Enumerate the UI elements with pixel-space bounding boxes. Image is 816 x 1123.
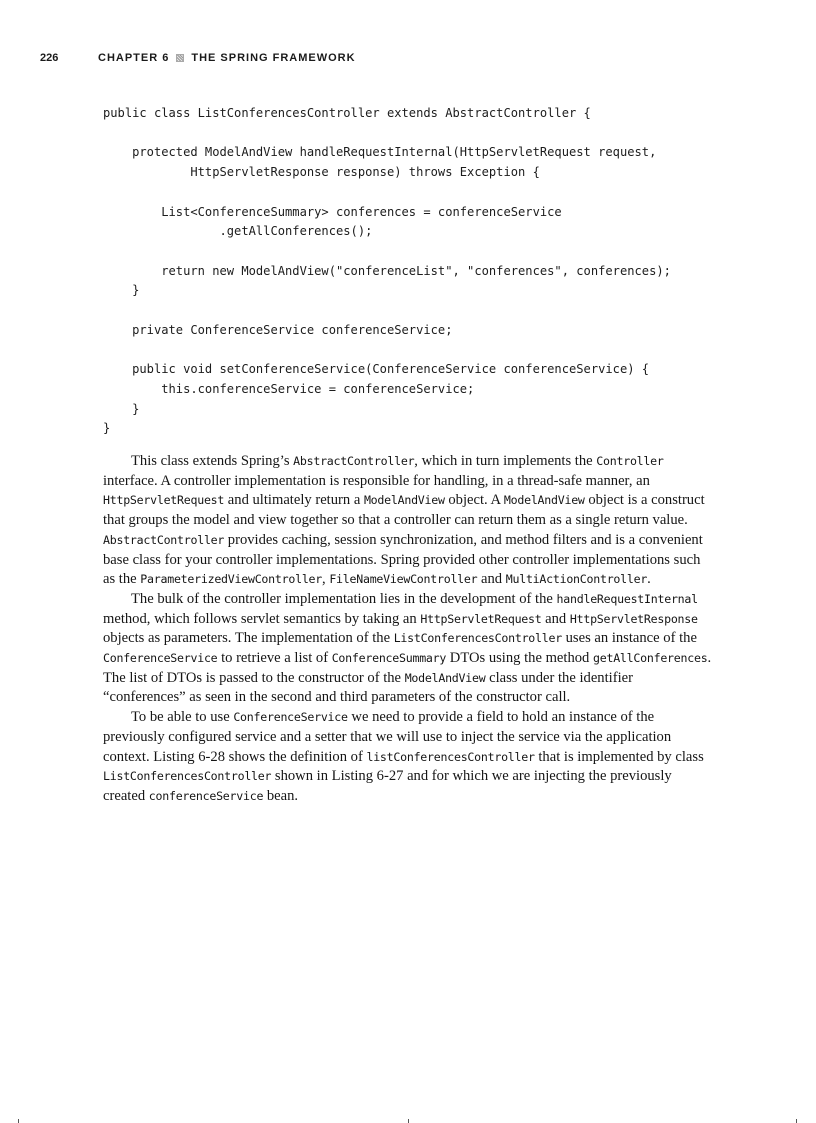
- crop-mark: [18, 1119, 19, 1123]
- text-run: . The list of DTOs is passed to the constructor of the: [103, 650, 712, 686]
- code-term: MultiActionController: [505, 572, 648, 587]
- paragraph-3: [103, 708, 715, 807]
- code-term: getAllConferences: [593, 651, 708, 666]
- crop-mark: [796, 1119, 797, 1123]
- text-run: interface. A controller implementation is responsible for handling, in a thread-safe manner, an: [103, 472, 650, 489]
- code-term: Controller: [596, 454, 664, 468]
- code-term: ModelAndView: [503, 493, 585, 508]
- text-run: provides caching, session synchronization, and method filters and is a convenient base class for your controller implementations. Spring provided other controller implementations such as the: [103, 531, 703, 588]
- text-run: we need to provide a field to hold an instance of the previously configured service and a setter that we will use to inject the service via the application context. Listing 6-28 shows the definition of: [103, 709, 672, 765]
- text-run: object. A: [444, 492, 504, 509]
- text-run: DTOs using the method: [446, 650, 594, 667]
- code-term: conferenceService: [148, 788, 264, 803]
- chapter-title: THE SPRING FRAMEWORK: [191, 52, 356, 64]
- code-term: FileNameViewController: [329, 572, 478, 587]
- code-term: ListConferencesController: [393, 631, 562, 646]
- code-term: HttpServletResponse: [569, 611, 698, 626]
- text-run: This class extends Spring’s: [131, 453, 294, 469]
- body-text: [103, 452, 715, 807]
- text-run: , which in turn implements the: [414, 453, 597, 469]
- text-run: .: [647, 571, 651, 588]
- text-run: ,: [322, 571, 330, 588]
- text-run: shown in Listing 6-27 and for which we are injecting the previously created: [103, 768, 672, 804]
- text-run: objects as parameters. The implementation of the: [103, 630, 394, 647]
- square-ornament-icon: [176, 54, 184, 62]
- code-term: ListConferencesController: [103, 769, 272, 784]
- code-term: HttpServletRequest: [420, 611, 542, 626]
- code-term: listConferencesController: [366, 749, 535, 764]
- code-listing: public class ListConferencesController extends AbstractController { protected ModelAndView handleRequestInternal(HttpServletRequest request, HttpServletResponse response) throws Exception { List<ConferenceSummary> conferences = conferenceService .getAllConferences(); return new ModelAndView("conferenceList", "conferences", conferences); } private ConferenceService conferenceService; public void setConferenceService(ConferenceService conferenceService) { this.conferenceService = conferenceService; } }: [103, 106, 671, 436]
- text-run: object is a construct that groups the model and view together so that a controller can return them as a single return value.: [103, 492, 705, 529]
- text-run: bean.: [263, 787, 299, 804]
- code-term: AbstractController: [293, 454, 415, 468]
- code-term: handleRequestInternal: [556, 591, 698, 606]
- code-term: AbstractController: [103, 532, 225, 547]
- text-run: uses an instance of the: [561, 630, 697, 647]
- code-term: HttpServletRequest: [103, 493, 225, 508]
- text-run: that is implemented by class: [534, 748, 704, 765]
- paragraph-2: [103, 590, 715, 708]
- code-term: ParameterizedViewController: [140, 572, 323, 587]
- text-run: to retrieve a list of: [217, 650, 332, 667]
- code-term: ModelAndView: [404, 670, 486, 685]
- chapter-label: CHAPTER 6: [98, 52, 170, 64]
- code-term: ConferenceService: [103, 651, 218, 666]
- crop-mark: [408, 1119, 409, 1123]
- text-run: and: [477, 571, 506, 588]
- text-run: method, which follows servlet semantics by taking an: [103, 610, 421, 627]
- text-run: and: [541, 610, 570, 627]
- running-head: [40, 50, 356, 66]
- code-term: ConferenceSummary: [331, 651, 447, 666]
- code-term: ModelAndView: [363, 493, 445, 508]
- code-term: ConferenceService: [233, 710, 348, 725]
- text-run: class under the identifier “conferences” as seen in the second and third parameters of the constructor call.: [103, 669, 633, 706]
- paragraph-1: [103, 452, 715, 590]
- text-run: The bulk of the controller implementation lies in the development of the: [131, 590, 557, 607]
- text-run: and ultimately return a: [224, 492, 364, 509]
- text-run: To be able to use: [131, 709, 234, 726]
- page-number: 226: [40, 52, 59, 64]
